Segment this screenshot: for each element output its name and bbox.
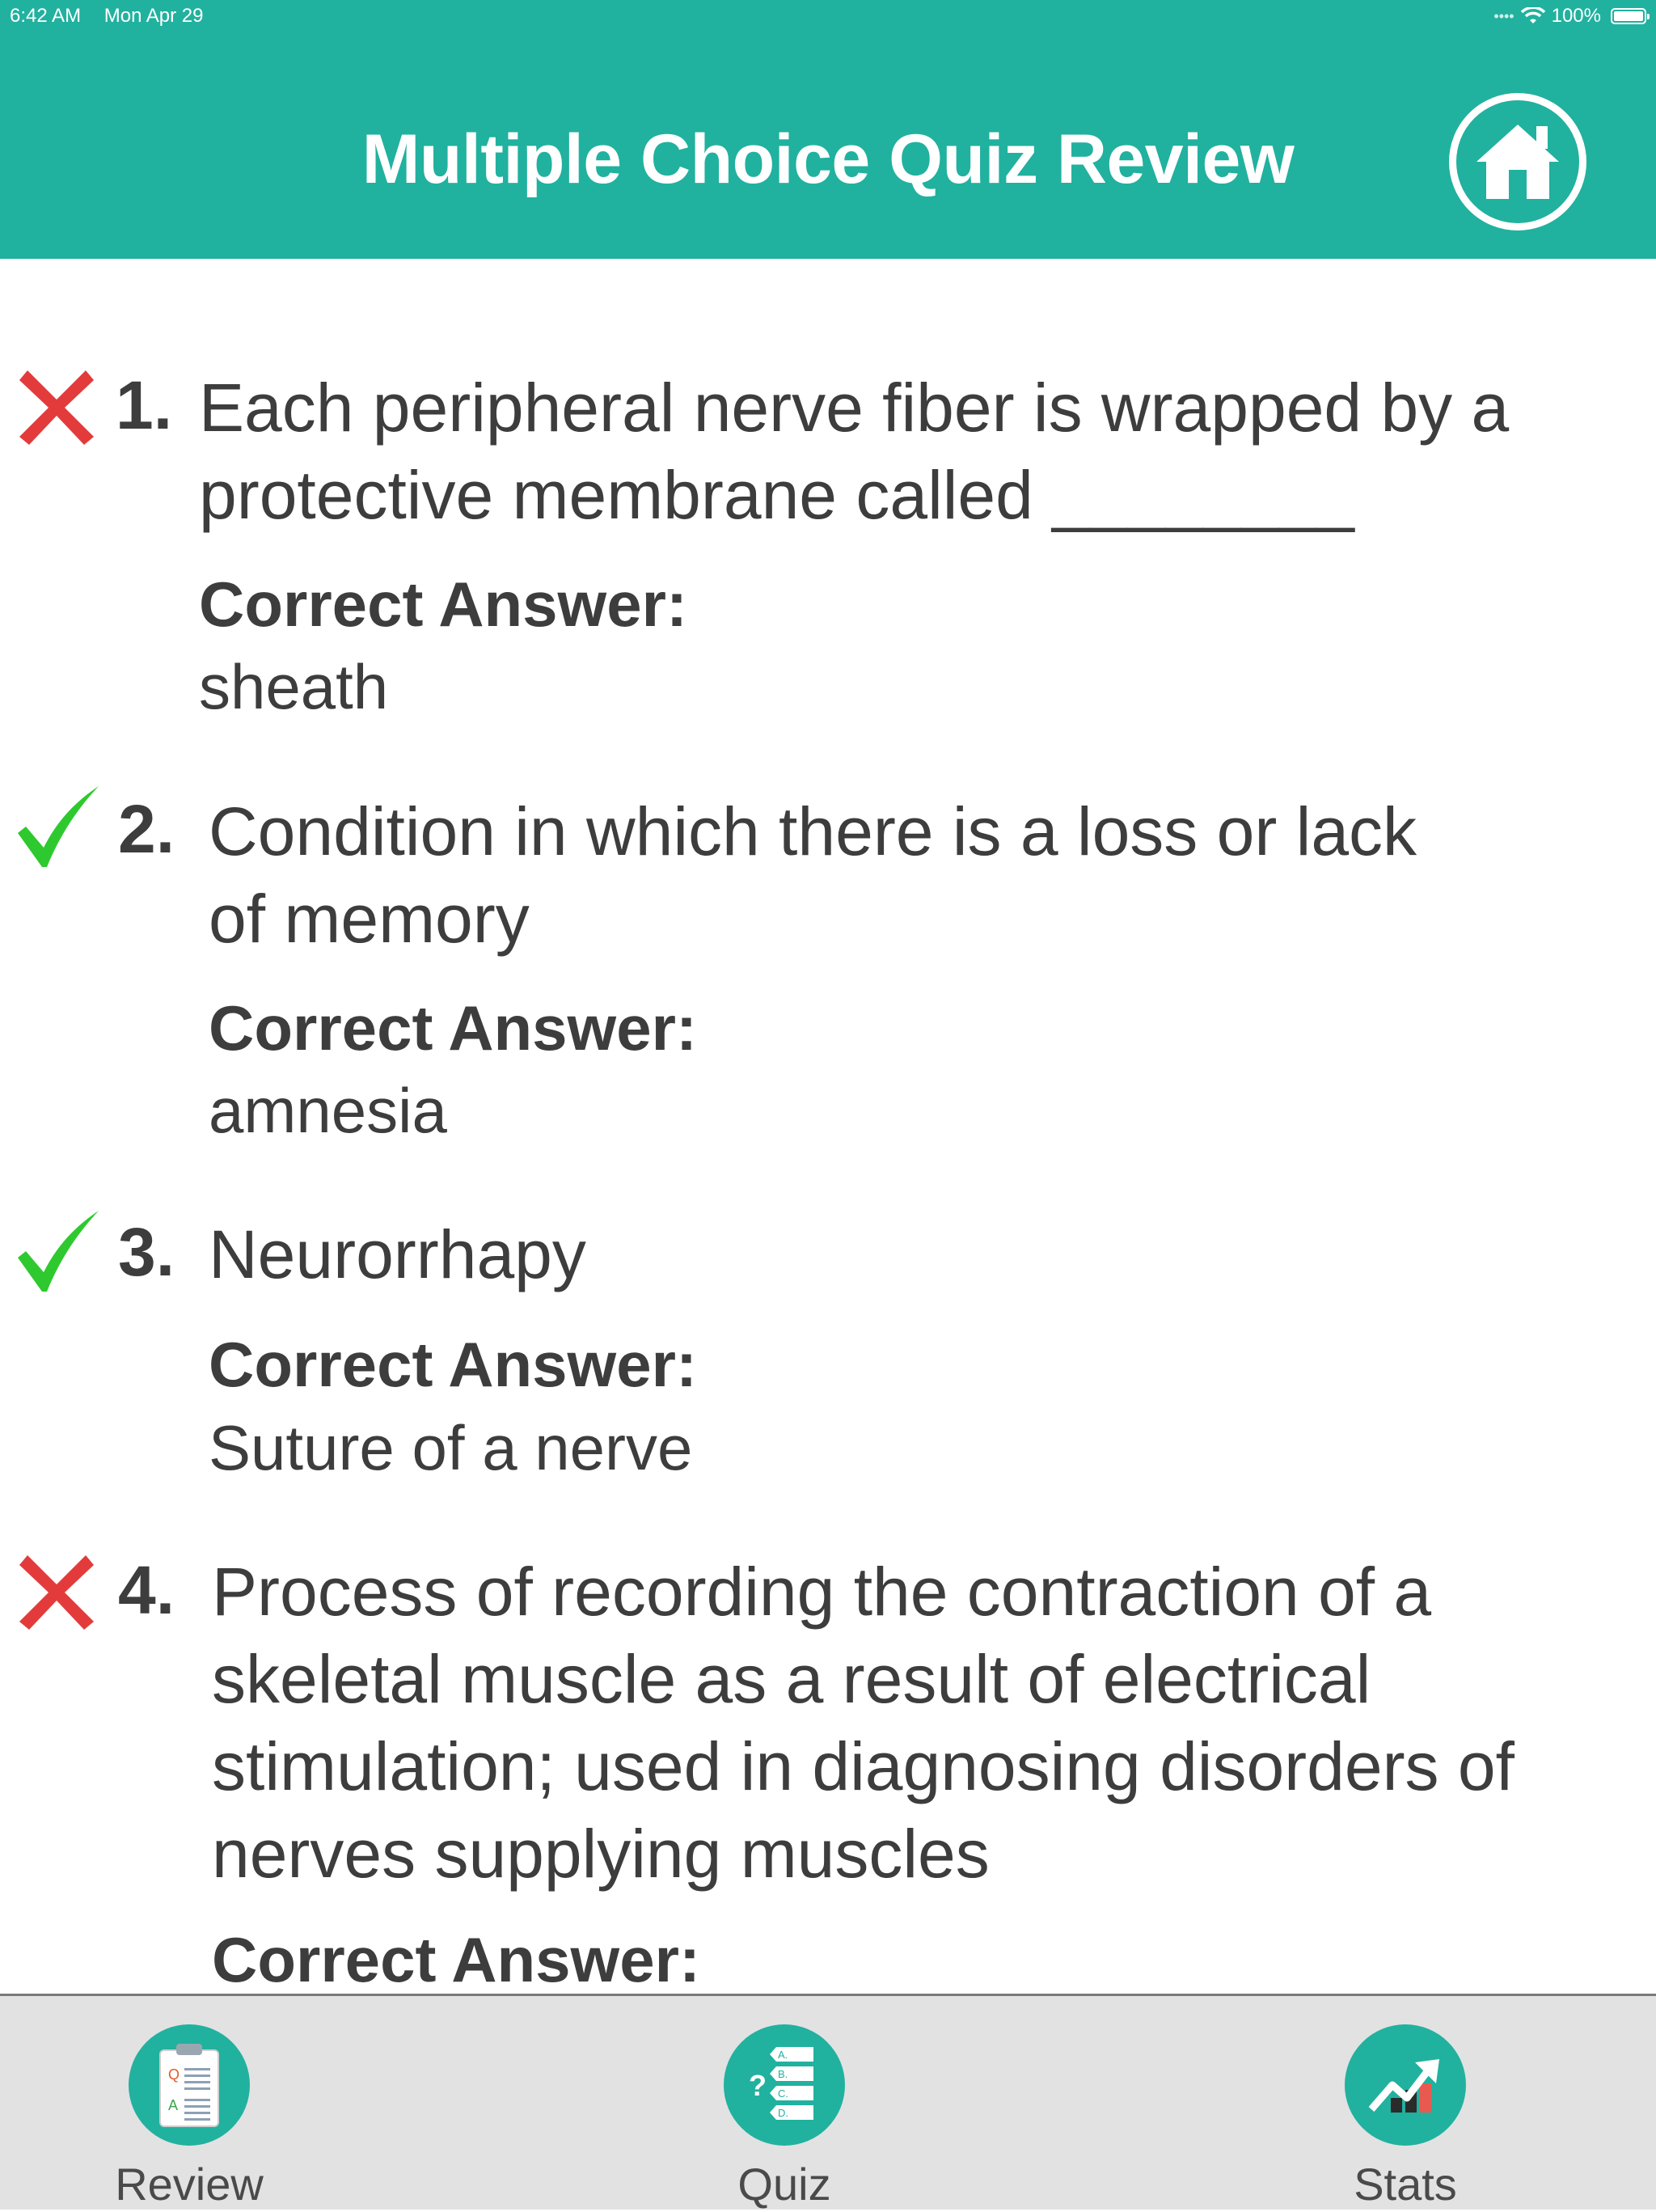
trend-chart-icon (1345, 2024, 1466, 2146)
battery-icon (1611, 8, 1646, 24)
incorrect-x-icon (15, 362, 99, 446)
correct-answer-value: Suture of a nerve (209, 1412, 693, 1483)
correct-check-icon (15, 1209, 99, 1293)
correct-check-icon (15, 785, 99, 869)
status-right (1493, 0, 1646, 32)
question-text (199, 364, 1557, 539)
multiple-choice-list-icon (724, 2024, 845, 2146)
tab-stats[interactable] (1284, 1996, 1527, 2212)
svg-text:D.: D. (778, 2107, 788, 2119)
svg-text:B.: B. (778, 2068, 788, 2080)
correct-answer-label: Correct Answer: (209, 992, 697, 1064)
tab-bar (0, 1994, 1656, 2210)
status-bar (0, 0, 1656, 32)
question-line: of memory (209, 881, 530, 957)
svg-text:?: ? (749, 2069, 767, 2102)
question-line: nerves supplying muscles (212, 1816, 990, 1892)
home-button[interactable] (1449, 93, 1586, 231)
svg-text:A: A (168, 2097, 179, 2113)
tab-label: Review (115, 2159, 264, 2210)
question-line: protective membrane called ________ (199, 457, 1354, 533)
wifi-icon (1521, 7, 1545, 25)
tab-quiz[interactable] (663, 1996, 906, 2212)
battery-percent: 100% (1551, 5, 1601, 27)
tab-label: Quiz (737, 2159, 831, 2210)
correct-answer-value: amnesia (209, 1075, 447, 1146)
question-line: stimulation; used in diagnosing disorders of (212, 1728, 1514, 1804)
question-number: 2. (118, 791, 175, 867)
correct-answer-label: Correct Answer: (212, 1924, 700, 1994)
question-line: Process of recording the contraction of a (212, 1554, 1432, 1630)
status-time: 6:42 AM (10, 5, 82, 27)
status-date: Mon Apr 29 (104, 5, 204, 27)
correct-answer-label: Correct Answer: (209, 1329, 697, 1400)
incorrect-x-icon (15, 1547, 99, 1631)
page-title: Multiple Choice Quiz Review (361, 121, 1295, 198)
question-line: Each peripheral nerve fiber is wrapped by a (199, 370, 1510, 446)
question-number: 4. (118, 1552, 175, 1628)
correct-answer-value: sheath (199, 651, 389, 722)
tab-label: Stats (1354, 2159, 1457, 2210)
question-line: Neurorrhapy (209, 1216, 586, 1292)
status-left (10, 0, 221, 32)
review-list[interactable] (0, 259, 1656, 1994)
question-text (212, 1548, 1570, 1897)
clipboard-qa-icon (129, 2024, 250, 2146)
svg-text:A.: A. (778, 2049, 788, 2061)
correct-answer-label: Correct Answer: (199, 569, 687, 640)
home-icon (1473, 121, 1562, 202)
question-number: 1. (116, 367, 173, 443)
question-text (209, 1211, 1567, 1298)
svg-text:Q: Q (168, 2066, 180, 2083)
svg-text:C.: C. (778, 2087, 788, 2100)
tab-review[interactable] (68, 1996, 310, 2212)
question-text (209, 788, 1567, 962)
question-number: 3. (118, 1214, 175, 1290)
question-line: skeletal muscle as a result of electrical (212, 1641, 1371, 1717)
question-line: Condition in which there is a loss or lack (209, 793, 1417, 869)
signal-dots-icon: •••• (1493, 8, 1514, 24)
header (0, 32, 1656, 259)
